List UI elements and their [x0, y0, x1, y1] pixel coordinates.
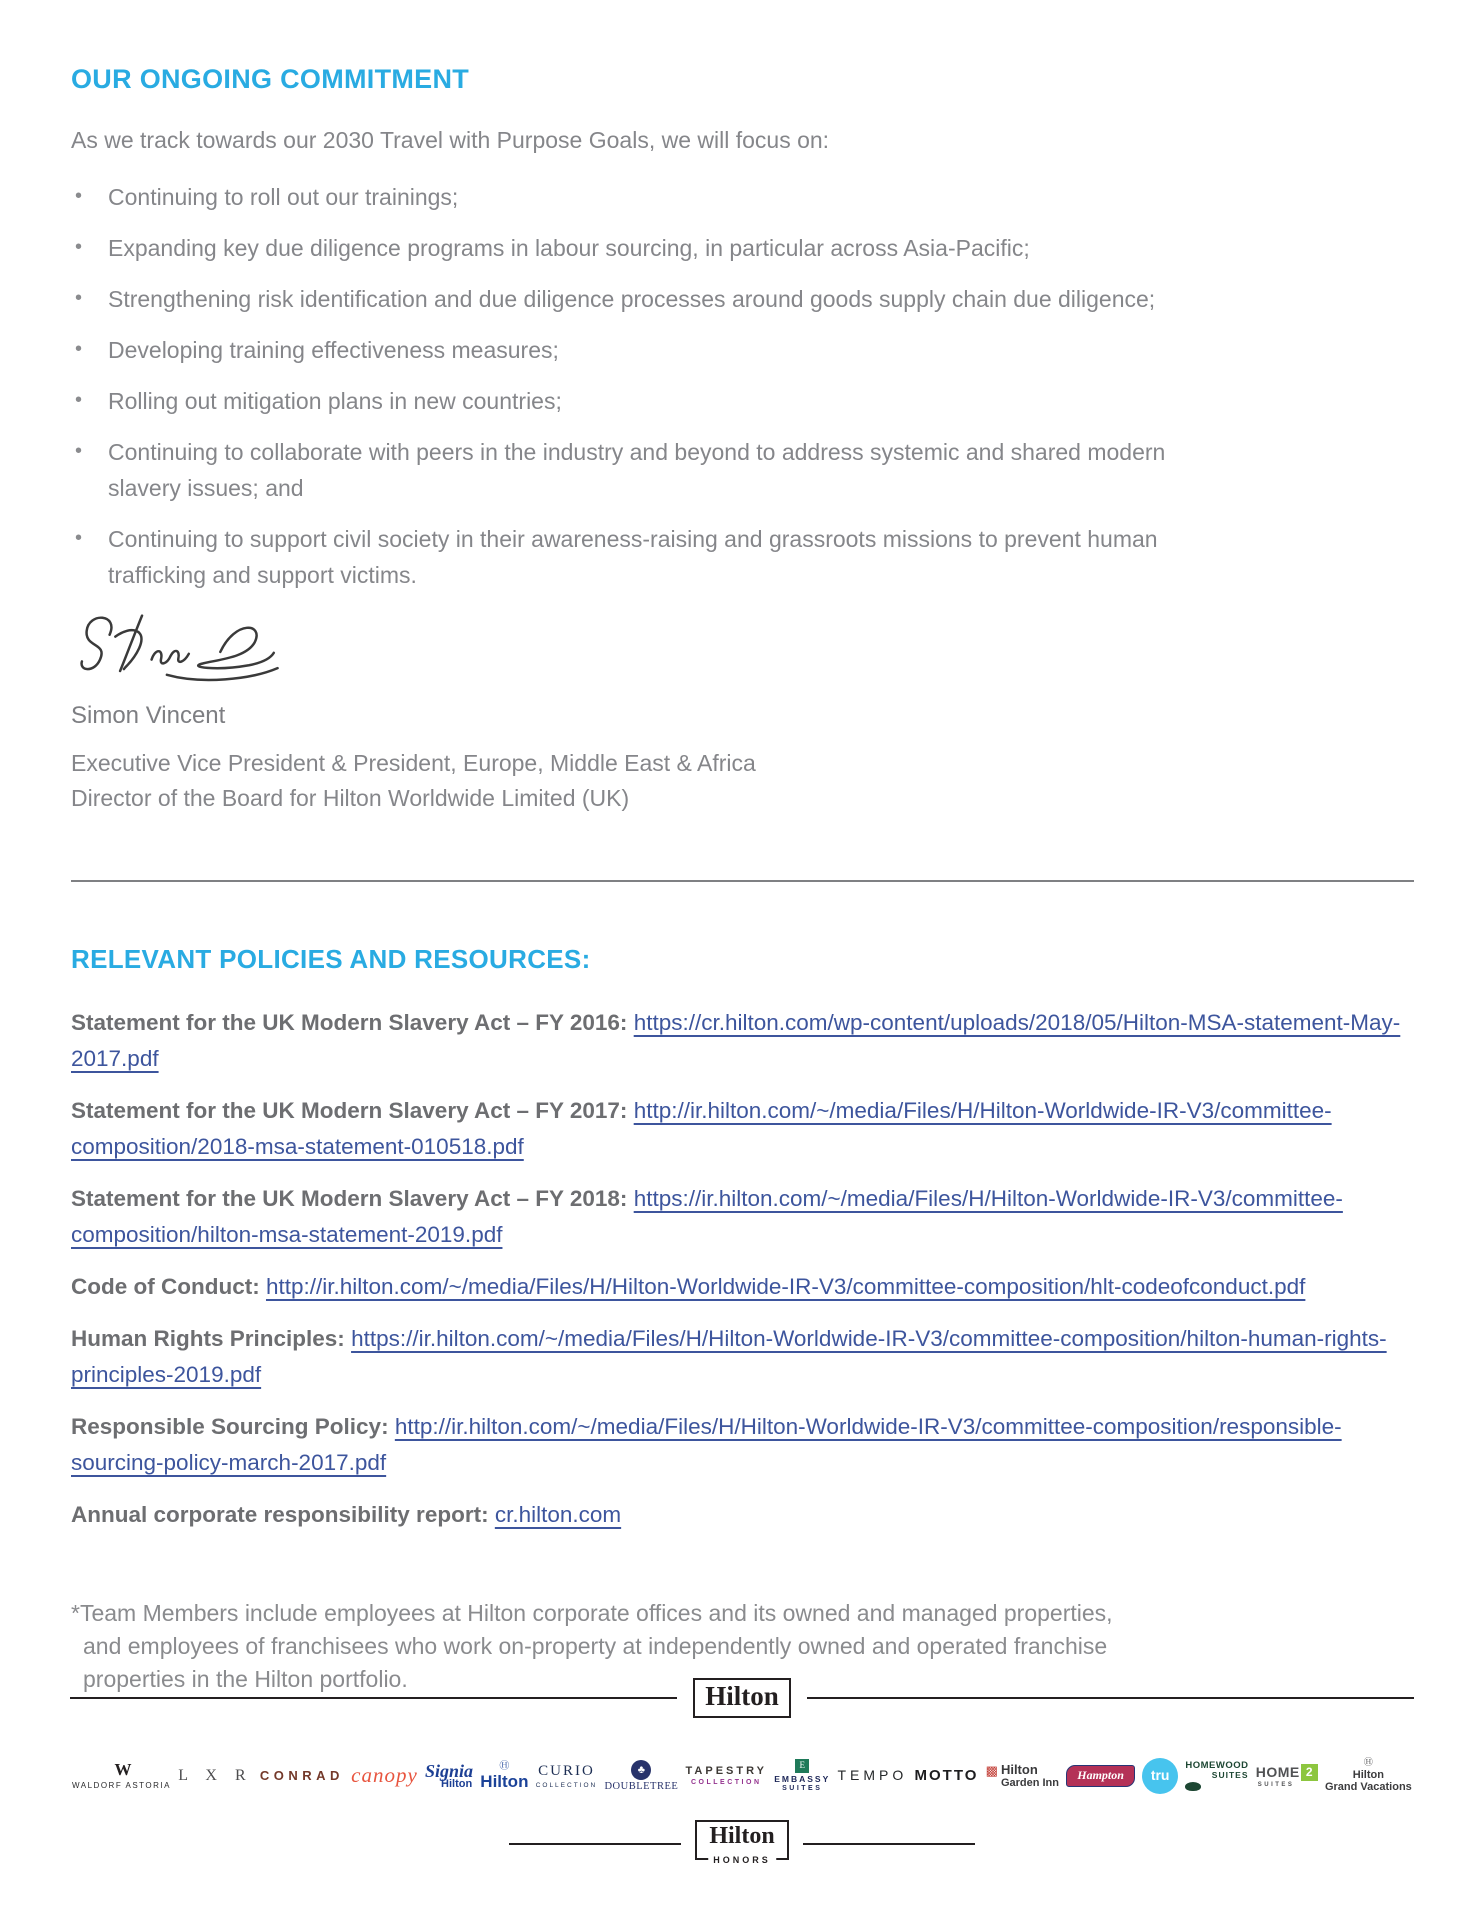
bullet-item: • Continuing to roll out our trainings; — [71, 179, 1176, 215]
resource-label: Responsible Sourcing Policy: — [71, 1414, 389, 1439]
waldorf-astoria-logo: W WALDORF ASTORIA — [72, 1760, 171, 1790]
bullet-item: • Continuing to collaborate with peers in the industry and beyond to address systemic and shared modern slavery issues; and — [71, 434, 1176, 506]
resource-item — [71, 1497, 1414, 1533]
hilton-crest-icon: Ⓗ — [499, 1760, 510, 1772]
hilton-honors-logo-row — [0, 1820, 1484, 1868]
resource-label: Annual corporate responsibility report: — [71, 1502, 489, 1527]
hgv-crest-icon: Ⓗ — [1363, 1757, 1373, 1768]
lxr-logo: L X R — [178, 1767, 253, 1785]
resource-item — [71, 1409, 1414, 1481]
resource-link[interactable]: http://ir.hilton.com/~/media/Files/H/Hilton-Worldwide-IR-V3/committee-composition/hlt-codeofconduct.pdf — [265, 1274, 1306, 1299]
hilton-garden-inn-logo: ▩ Hilton Garden Inn — [985, 1762, 1059, 1789]
resource-link[interactable]: cr.hilton.com — [494, 1502, 622, 1527]
hampton-logo: Hampton — [1066, 1765, 1135, 1786]
doubletree-tree-icon: ♣ — [631, 1760, 651, 1780]
hilton-honors-logo: Hilton HONORS — [695, 1820, 788, 1860]
resource-item — [71, 1269, 1414, 1305]
resource-label: Statement for the UK Modern Slavery Act – FY 2016: — [71, 1010, 628, 1035]
bullet-item: • Continuing to support civil society in their awareness-raising and grassroots missions to prevent human trafficking and support victims. — [71, 521, 1176, 593]
bullet-item: • Rolling out mitigation plans in new countries; — [71, 383, 1176, 419]
commitment-bullet-list — [71, 179, 1176, 593]
brand-logo-strip — [0, 1752, 1484, 1800]
resource-label: Statement for the UK Modern Slavery Act – FY 2018: — [71, 1186, 628, 1211]
signia-logo: Signia Hilton — [425, 1760, 474, 1791]
embassy-e-icon: E — [795, 1759, 809, 1773]
garden-inn-icon: ▩ — [985, 1763, 998, 1779]
resource-item — [71, 1321, 1414, 1393]
curio-collection-logo: CURIO COLLECTION — [535, 1763, 598, 1789]
hilton-grand-vacations-logo: Ⓗ Hilton Grand Vacations — [1324, 1757, 1412, 1794]
footer-rule-right — [807, 1697, 1414, 1699]
tru-logo: tru — [1142, 1758, 1178, 1794]
page-footer — [0, 1678, 1484, 1868]
commitment-intro: As we track towards our 2030 Travel with Purpose Goals, we will focus on: — [71, 127, 830, 153]
resources-list — [71, 1005, 1414, 1533]
honors-rule-right — [803, 1843, 975, 1845]
resource-item — [71, 1181, 1414, 1253]
conrad-logo: CONRAD — [259, 1767, 344, 1783]
hilton-logo-row — [0, 1678, 1484, 1718]
resource-link[interactable]: http://ir.hilton.com/~/media/Files/H/Hilton-Worldwide-IR-V3/committee-composition/2018-msa-statement-010518.pdf — [71, 1098, 1332, 1159]
resource-item — [71, 1005, 1414, 1077]
hilton-logo: Hilton — [693, 1678, 791, 1718]
hilton-hotels-logo: Ⓗ Hilton — [480, 1760, 529, 1791]
bullet-item: • Developing training effectiveness measures; — [71, 332, 1176, 368]
section-heading-relevant-policies: RELEVANT POLICIES AND RESOURCES: — [71, 944, 591, 974]
bullet-item: • Expanding key due diligence programs in labour sourcing, in particular across Asia-Pacific; — [71, 230, 1176, 266]
homewood-duck-icon — [1185, 1782, 1201, 1791]
tempo-logo: TEMPO — [837, 1767, 908, 1784]
waldorf-astoria-icon: W — [114, 1760, 129, 1780]
home2-suites-logo: HOME 2 SUITES — [1256, 1764, 1318, 1789]
bullet-item: • Strengthening risk identification and due diligence processes around goods supply chain due diligence; — [71, 281, 1176, 317]
signature-image — [73, 608, 297, 692]
team-members-footnote: *Team Members include employees at Hilton corporate offices and its owned and managed properties, and employees of franchisees who work on-property at independently owned and operated franchise properties in the Hilton portfolio. — [71, 1600, 1113, 1692]
home2-2-icon: 2 — [1301, 1764, 1318, 1781]
signer-title-line2: Director of the Board for Hilton Worldwide Limited (UK) — [71, 785, 630, 811]
section-heading-ongoing-commitment: OUR ONGOING COMMITMENT — [71, 64, 470, 94]
honors-rule-left — [509, 1843, 681, 1845]
homewood-suites-logo: HOMEWOOD SUITES — [1185, 1761, 1248, 1792]
resource-label: Human Rights Principles: — [71, 1326, 345, 1351]
resource-link[interactable]: https://cr.hilton.com/wp-content/uploads/2018/05/Hilton-MSA-statement-May-2017.pdf — [71, 1010, 1401, 1071]
section-divider — [71, 880, 1414, 882]
resource-link[interactable]: https://ir.hilton.com/~/media/Files/H/Hilton-Worldwide-IR-V3/committee-composition/hilton-msa-statement-2019.pdf — [71, 1186, 1343, 1247]
signer-title — [71, 746, 1414, 816]
signer-name: Simon Vincent — [71, 702, 226, 729]
signature-block — [71, 608, 1414, 816]
motto-logo: MOTTO — [914, 1766, 979, 1784]
resource-item — [71, 1093, 1414, 1165]
resource-link[interactable]: https://ir.hilton.com/~/media/Files/H/Hilton-Worldwide-IR-V3/committee-composition/hilton-human-rights-principles-2019.pdf — [71, 1326, 1387, 1387]
resource-label: Code of Conduct: — [71, 1274, 260, 1299]
resource-link[interactable]: http://ir.hilton.com/~/media/Files/H/Hilton-Worldwide-IR-V3/committee-composition/responsible-sourcing-policy-march-2017.pdf — [71, 1414, 1342, 1475]
doubletree-logo: ♣ DOUBLETREE — [604, 1760, 678, 1793]
canopy-logo: canopy — [351, 1763, 418, 1788]
resource-label: Statement for the UK Modern Slavery Act – FY 2017: — [71, 1098, 628, 1123]
embassy-suites-logo: E EMBASSY SUITES — [774, 1760, 831, 1793]
signer-title-line1: Executive Vice President & President, Europe, Middle East & Africa — [71, 750, 756, 776]
footer-rule-left — [70, 1697, 677, 1699]
tapestry-collection-logo: TAPESTRY COLLECTION — [685, 1765, 767, 1787]
